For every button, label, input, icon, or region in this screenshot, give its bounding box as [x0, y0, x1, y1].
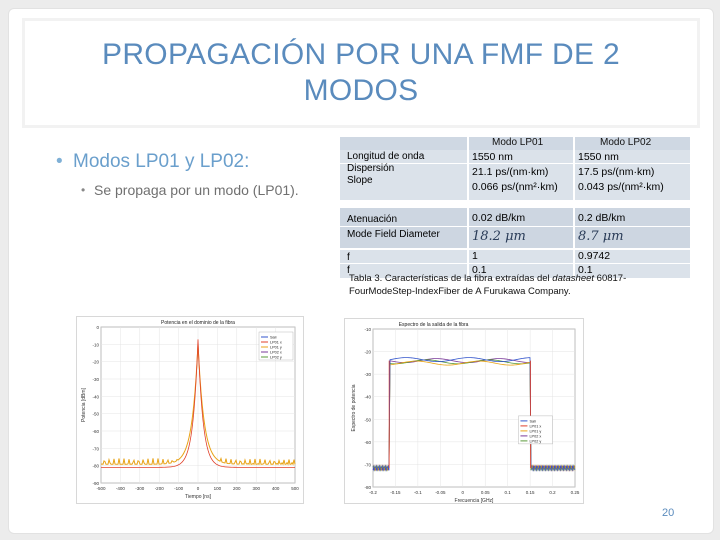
label-wavelength: Longitud de onda [347, 151, 425, 162]
ytick-label: -80 [364, 485, 371, 490]
xtick-label: -300 [135, 486, 145, 491]
xtick-label: -100 [174, 486, 184, 491]
xtick-label: 0.05 [480, 490, 490, 495]
ytick-label: -10 [364, 327, 371, 332]
cell-lp01-f2: 0.1 [472, 264, 487, 276]
caption-text-after: 60817-FourModeStep-IndexFiber de A Furukawa Company. [349, 273, 627, 297]
ylabel: Espectro de potencia [351, 384, 357, 432]
xtick-label: 0.1 [504, 490, 511, 495]
plot-spectrum [344, 318, 584, 504]
ytick-label: -90 [92, 481, 99, 486]
legend-label: LP01 x [529, 424, 542, 429]
plot-spectrum-svg [345, 319, 583, 503]
ytick-label: -30 [364, 372, 371, 378]
ytick-label: -80 [92, 463, 99, 469]
cell-lp01-f1: 1 [472, 250, 478, 262]
ytick-label: -50 [364, 417, 371, 423]
label-f-2: f [347, 265, 350, 276]
slide-title-line1: PROPAGACIÓN POR UNA FMF DE 2 [102, 38, 620, 71]
xtick-label: 0.2 [549, 490, 556, 495]
legend-label: LP01 x [270, 340, 282, 345]
cell-lp01-slope: 0.066 ps/(nm²·km) [472, 181, 558, 193]
legend-label: LP02 y [270, 355, 282, 360]
table-header-lp02: Modo LP02 [600, 137, 652, 148]
caption-text-before: Tabla 3. Características de la fibra extraídas del [349, 273, 553, 284]
cell-lp02-dispersion: 17.5 ps/(nm·km) [578, 166, 655, 178]
xtick-label: -500 [96, 486, 106, 491]
cell-lp02-slope: 0.043 ps/(nm²·km) [578, 181, 664, 193]
ytick-label: -60 [364, 439, 371, 445]
ytick-label: -70 [364, 462, 371, 468]
caption-italic: datasheet [552, 273, 595, 284]
legend-label: Salí [270, 335, 277, 340]
plot-area [373, 329, 575, 487]
ytick-label: -70 [92, 446, 99, 452]
bullet-modes: • Modos LP01 y LP02: [56, 150, 326, 174]
ytick-label: 0 [96, 325, 99, 330]
title-box [22, 18, 700, 128]
ytick-label: -30 [92, 377, 99, 382]
cell-lp01-dispersion: 21.1 ps/(nm·km) [472, 166, 549, 178]
bullet-propagation: • Se propaga por un modo (LP01). [56, 180, 304, 201]
label-dispersion: Dispersión [347, 163, 395, 174]
legend-label: Salí [529, 419, 536, 424]
xtick-label: 0 [461, 490, 465, 495]
plot-title: Espectro de la salida de la fibra [398, 322, 469, 328]
cell-lp01-attenuation: 0.02 dB/km [472, 212, 526, 224]
table-col-divider-1 [467, 137, 469, 277]
xtick-label: 500 [291, 486, 299, 491]
cell-lp02-attenuation: 0.2 dB/km [578, 212, 626, 224]
cell-lp01-mfd: 18.2 μm [472, 229, 526, 244]
xtick-label: -400 [115, 486, 125, 491]
cell-lp02-f1: 0.9742 [578, 250, 611, 262]
xlabel: Frecuencia [GHz] [454, 498, 494, 503]
cell-lp01-wavelength: 1550 nm [472, 151, 513, 163]
label-f-1: f [347, 252, 350, 263]
cell-lp02-mfd: 8.7 μm [578, 229, 624, 244]
bullet-list [56, 150, 326, 201]
xtick-label: 0.25 [570, 490, 580, 495]
legend-label: LP01 y [529, 429, 542, 434]
ytick-label: -40 [364, 394, 371, 400]
xtick-label: 0 [196, 486, 200, 491]
table-labels-group1 [347, 151, 424, 187]
table-lp02-group1 [578, 150, 664, 195]
label-slope: Slope [347, 175, 373, 186]
table-header-lp01: Modo LP01 [492, 137, 544, 148]
legend-label: LP02 x [529, 434, 542, 439]
page-number: 20 [662, 507, 675, 519]
ytick-label: -20 [364, 349, 371, 355]
label-mfd: Mode Field Diameter [347, 229, 440, 240]
plot-title: Potencia en el dominio de la fibra [161, 320, 235, 326]
xtick-label: 100 [213, 486, 222, 491]
legend-label: LP01 y [270, 345, 282, 350]
ytick-label: -20 [92, 359, 99, 365]
table-labels-group2 [347, 212, 440, 242]
xlabel: Tiempo [ns] [185, 494, 211, 500]
xtick-label: -0.2 [369, 490, 377, 495]
xtick-label: 0.15 [525, 490, 535, 495]
cell-lp02-f2: 0.1 [578, 264, 593, 276]
table-lp01-group1 [472, 150, 558, 195]
label-attenuation: Atenuación [347, 214, 398, 225]
table-col-divider-2 [573, 137, 575, 277]
xtick-label: -0.05 [435, 490, 446, 495]
plot-time-domain [76, 316, 304, 504]
cell-lp02-wavelength: 1550 nm [578, 151, 619, 163]
ytick-label: -10 [92, 342, 99, 348]
xtick-label: -0.15 [390, 490, 401, 495]
slide-title-line2: MODOS [303, 74, 419, 107]
table-row-divider-3 [340, 263, 690, 264]
table-caption [349, 272, 679, 298]
xtick-label: 400 [271, 486, 280, 491]
xtick-label: -200 [154, 486, 164, 491]
legend-label: LP02 y [529, 439, 542, 444]
ytick-label: -60 [92, 429, 99, 434]
ytick-label: -50 [92, 411, 99, 417]
xtick-label: 300 [252, 486, 260, 491]
xtick-label: -0.1 [414, 490, 422, 495]
plot-time-domain-svg [77, 317, 303, 503]
ylabel: Potencia [dBm] [81, 388, 87, 422]
legend-label: LP02 x [270, 350, 282, 355]
xtick-label: 200 [233, 486, 241, 491]
ytick-label: -40 [92, 394, 99, 400]
